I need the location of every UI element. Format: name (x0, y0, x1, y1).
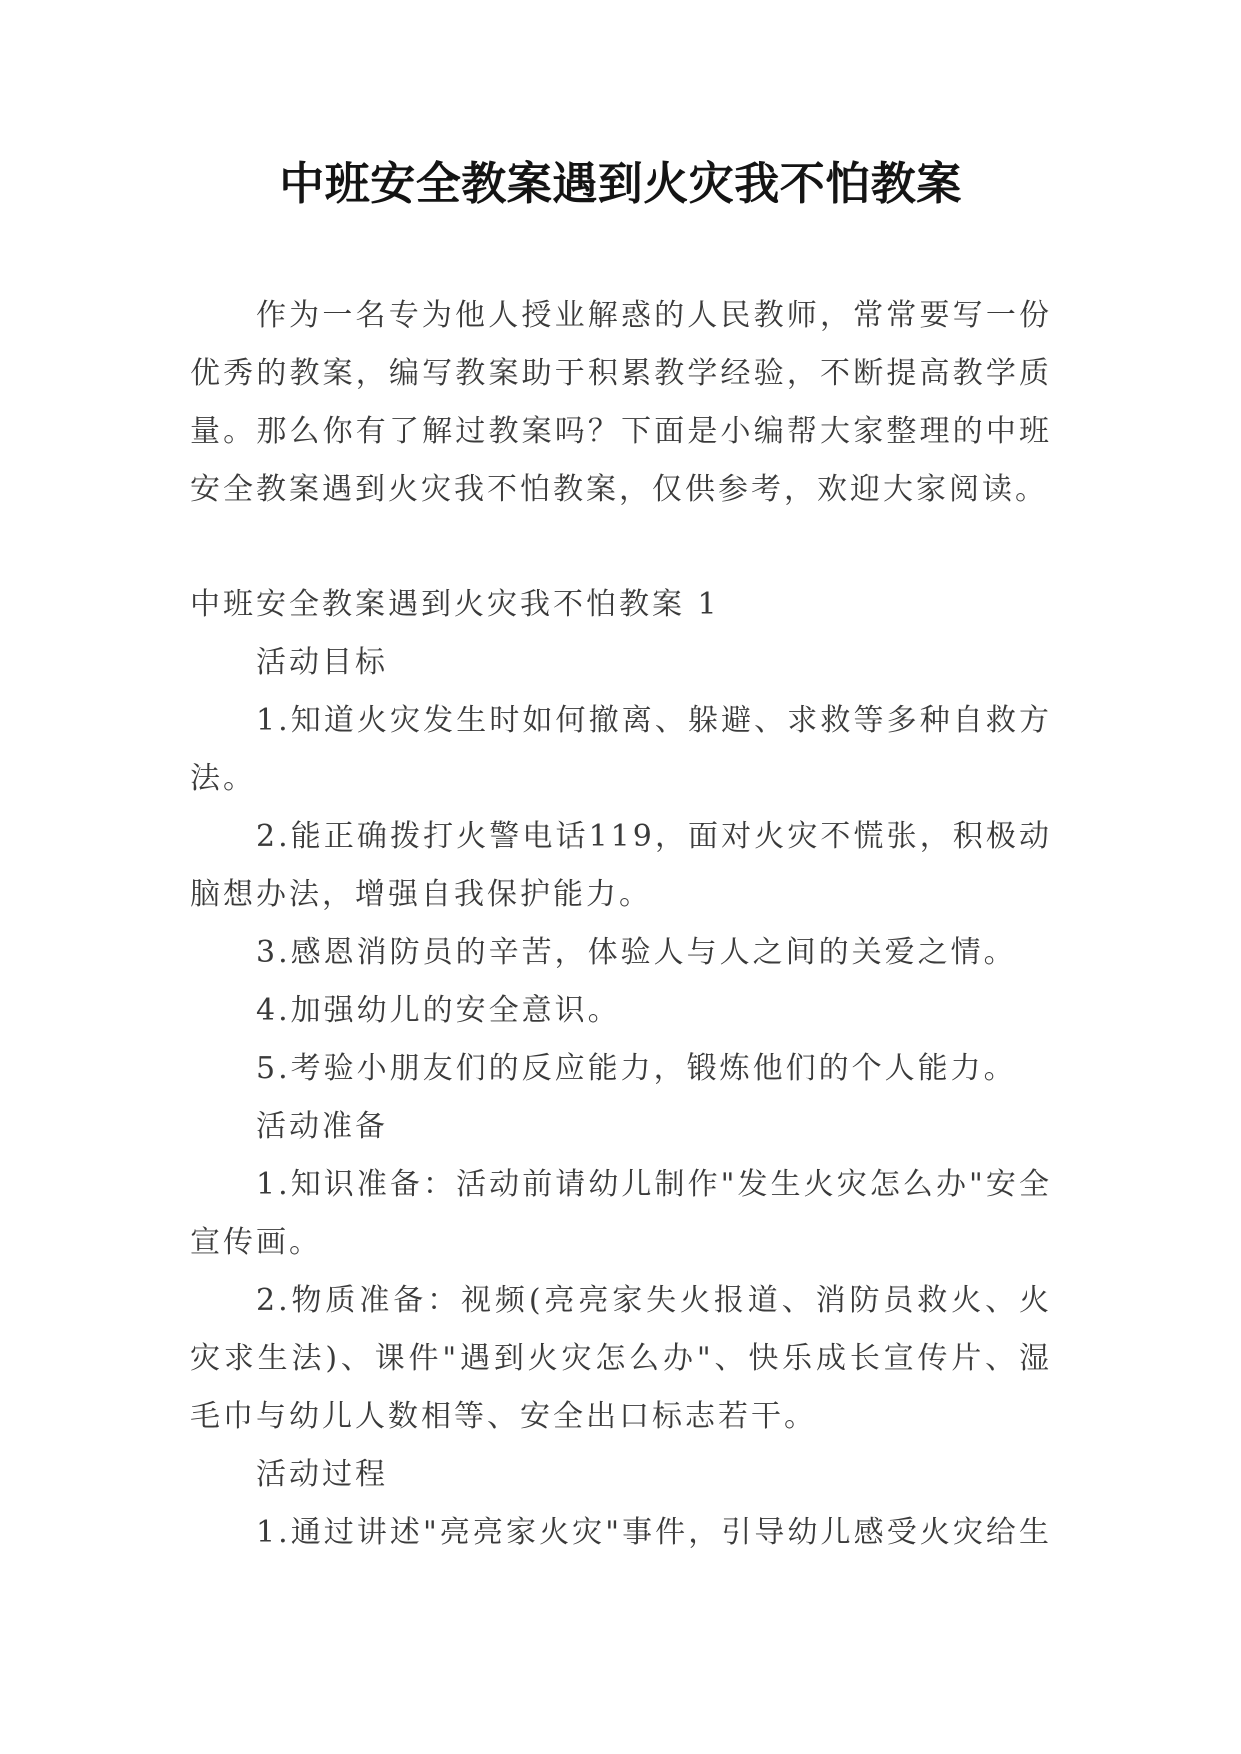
preparation-heading: 活动准备 (256, 1109, 388, 1144)
goals-heading: 活动目标 (256, 645, 388, 680)
intro-line: 作为一名专为他人授业解惑的人民教师，常常要写一份 (256, 298, 1052, 333)
section-title: 中班安全教案遇到火灾我不怕教案 1 (190, 587, 720, 622)
goal-item-line: 1.知道火灾发生时如何撤离、躲避、求救等多种自救方 (256, 703, 1052, 738)
process-item (190, 1504, 1052, 1562)
goal-item-line: 2.能正确拨打火警电话119，面对火灾不慌张，积极动 (256, 819, 1052, 854)
preparation-item-line: 毛巾与幼儿人数相等、安全出口标志若干。 (190, 1399, 817, 1434)
goal-item (190, 692, 1052, 808)
process-item-line: 1.通过讲述"亮亮家火灾"事件，引导幼儿感受火灾给生 (256, 1515, 1052, 1550)
preparation-item-line: 灾求生法)、课件"遇到火灾怎么办"、快乐成长宣传片、湿 (190, 1341, 1052, 1376)
preparation-item (190, 1156, 1052, 1272)
goal-item (190, 924, 1052, 982)
preparation-item-line: 2.物质准备：视频(亮亮家失火报道、消防员救火、火 (256, 1283, 1052, 1318)
preparation-item-line: 宣传画。 (190, 1225, 322, 1260)
goal-item (190, 808, 1052, 924)
preparation-item (190, 1272, 1052, 1446)
document-title: 中班安全教案遇到火灾我不怕教案 (279, 157, 962, 210)
document-body (190, 287, 1052, 1562)
goal-item (190, 1040, 1052, 1098)
intro-line: 安全教案遇到火灾我不怕教案，仅供参考，欢迎大家阅读。 (190, 472, 1048, 507)
intro-line: 量。那么你有了解过教案吗？下面是小编帮大家整理的中班 (190, 414, 1052, 449)
goal-item-line: 5.考验小朋友们的反应能力，锻炼他们的个人能力。 (256, 1051, 1017, 1086)
goal-item-line: 4.加强幼儿的安全意识。 (256, 993, 621, 1028)
intro-paragraph (190, 287, 1052, 519)
goal-item-line: 法。 (190, 761, 256, 796)
preparation-item-line: 1.知识准备：活动前请幼儿制作"发生火灾怎么办"安全 (256, 1167, 1052, 1202)
process-heading: 活动过程 (256, 1457, 388, 1492)
goal-item-line: 脑想办法，增强自我保护能力。 (190, 877, 652, 912)
intro-line: 优秀的教案，编写教案助于积累教学经验，不断提高教学质 (190, 356, 1052, 391)
goal-item (190, 982, 1052, 1040)
goal-item-line: 3.感恩消防员的辛苦，体验人与人之间的关爱之情。 (256, 935, 1017, 970)
